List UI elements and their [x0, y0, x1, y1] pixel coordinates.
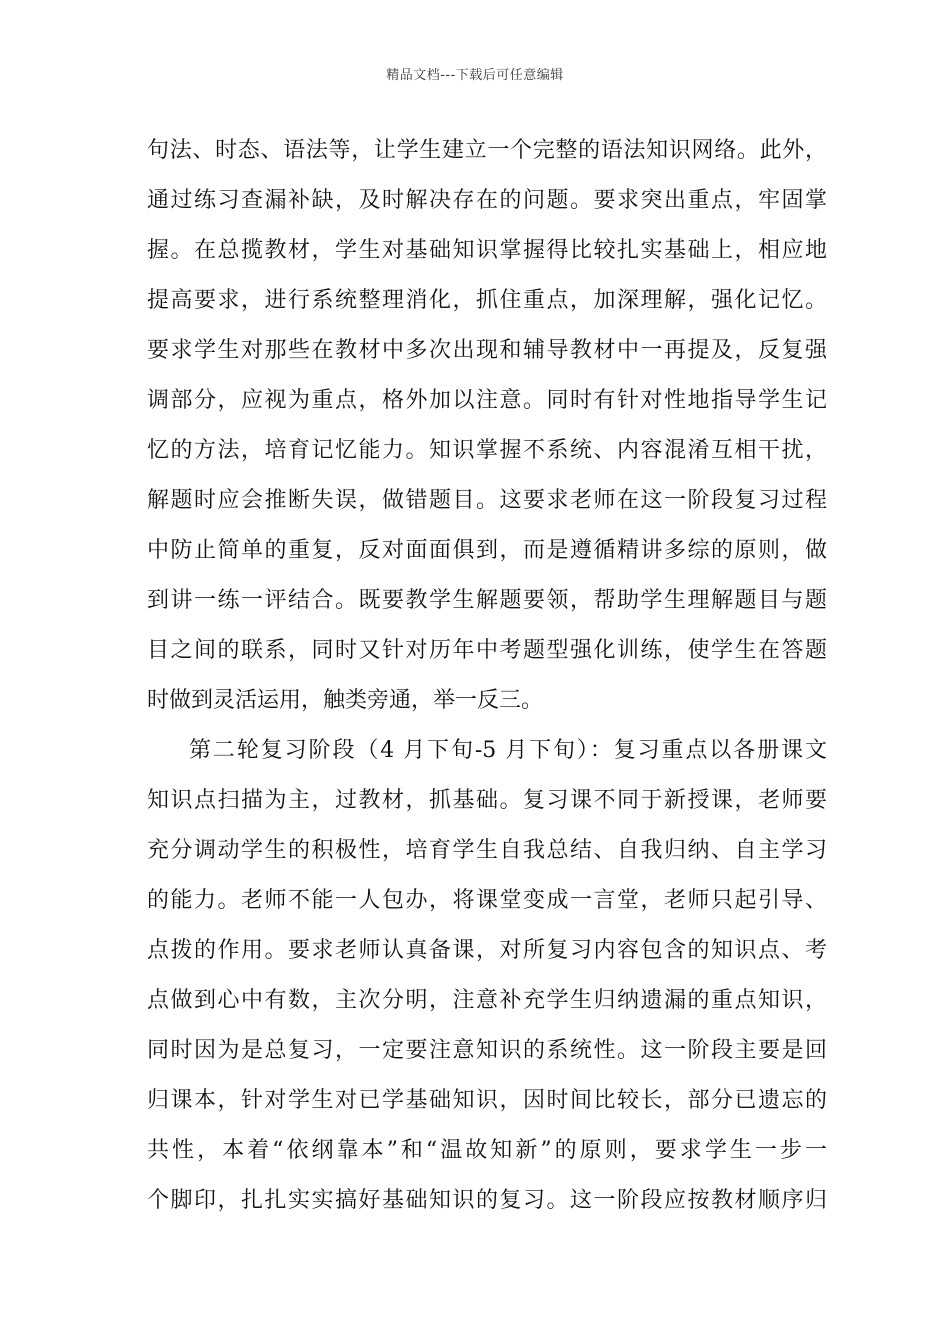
text-line: 同时因为是总复习，一定要注意知识的系统性。这一阶段主要是回: [147, 1038, 827, 1063]
paragraph-first-line: 第二轮复习阶段（4 月下旬-5 月下旬）：复习重点以各册课文: [189, 738, 827, 763]
text-line: 解题时应会推断失误，做错题目。这要求老师在这一阶段复习过程: [147, 488, 827, 513]
text-line: 目之间的联系，同时又针对历年中考题型强化训练，使学生在答题: [147, 638, 827, 663]
text-line: 共性，本着“依纲靠本”和“温故知新”的原则，要求学生一步一: [147, 1138, 827, 1163]
text-line: 提高要求，进行系统整理消化，抓住重点，加深理解，强化记忆。: [147, 288, 827, 313]
text-line: 调部分，应视为重点，格外加以注意。同时有针对性地指导学生记: [147, 388, 827, 413]
text-line: 握。在总揽教材，学生对基础知识掌握得比较扎实基础上，相应地: [147, 238, 827, 263]
page-header: 精品文档---下载后可任意编辑: [386, 68, 564, 83]
text-line: 到讲一练一评结合。既要教学生解题要领，帮助学生理解题目与题: [147, 588, 827, 613]
text-line: 点做到心中有数，主次分明，注意补充学生归纳遗漏的重点知识，: [147, 988, 827, 1013]
text-line: 的能力。老师不能一人包办，将课堂变成一言堂，老师只起引导、: [147, 888, 827, 913]
text-line: 归课本，针对学生对已学基础知识，因时间比较长，部分已遗忘的: [147, 1088, 827, 1113]
text-line: 句法、时态、语法等，让学生建立一个完整的语法知识网络。此外，: [147, 138, 827, 163]
text-line: 点拨的作用。要求老师认真备课，对所复习内容包含的知识点、考: [147, 938, 827, 963]
text-line: 时做到灵活运用，触类旁通，举一反三。: [147, 688, 544, 713]
text-line: 个脚印，扎扎实实搞好基础知识的复习。这一阶段应按教材顺序归: [147, 1188, 827, 1213]
text-line: 充分调动学生的积极性，培育学生自我总结、自我归纳、自主学习: [147, 838, 827, 863]
text-line: 通过练习查漏补缺，及时解决存在的问题。要求突出重点，牢固掌: [147, 188, 827, 213]
text-line: 中防止简单的重复，反对面面俱到，而是遵循精讲多综的原则，做: [147, 538, 827, 563]
text-line: 要求学生对那些在教材中多次出现和辅导教材中一再提及，反复强: [147, 338, 827, 363]
text-line: 知识点扫描为主，过教材，抓基础。复习课不同于新授课，老师要: [147, 788, 827, 813]
body-text: [147, 126, 827, 1226]
text-line: 忆的方法，培育记忆能力。知识掌握不系统、内容混淆互相干扰，: [147, 438, 827, 463]
